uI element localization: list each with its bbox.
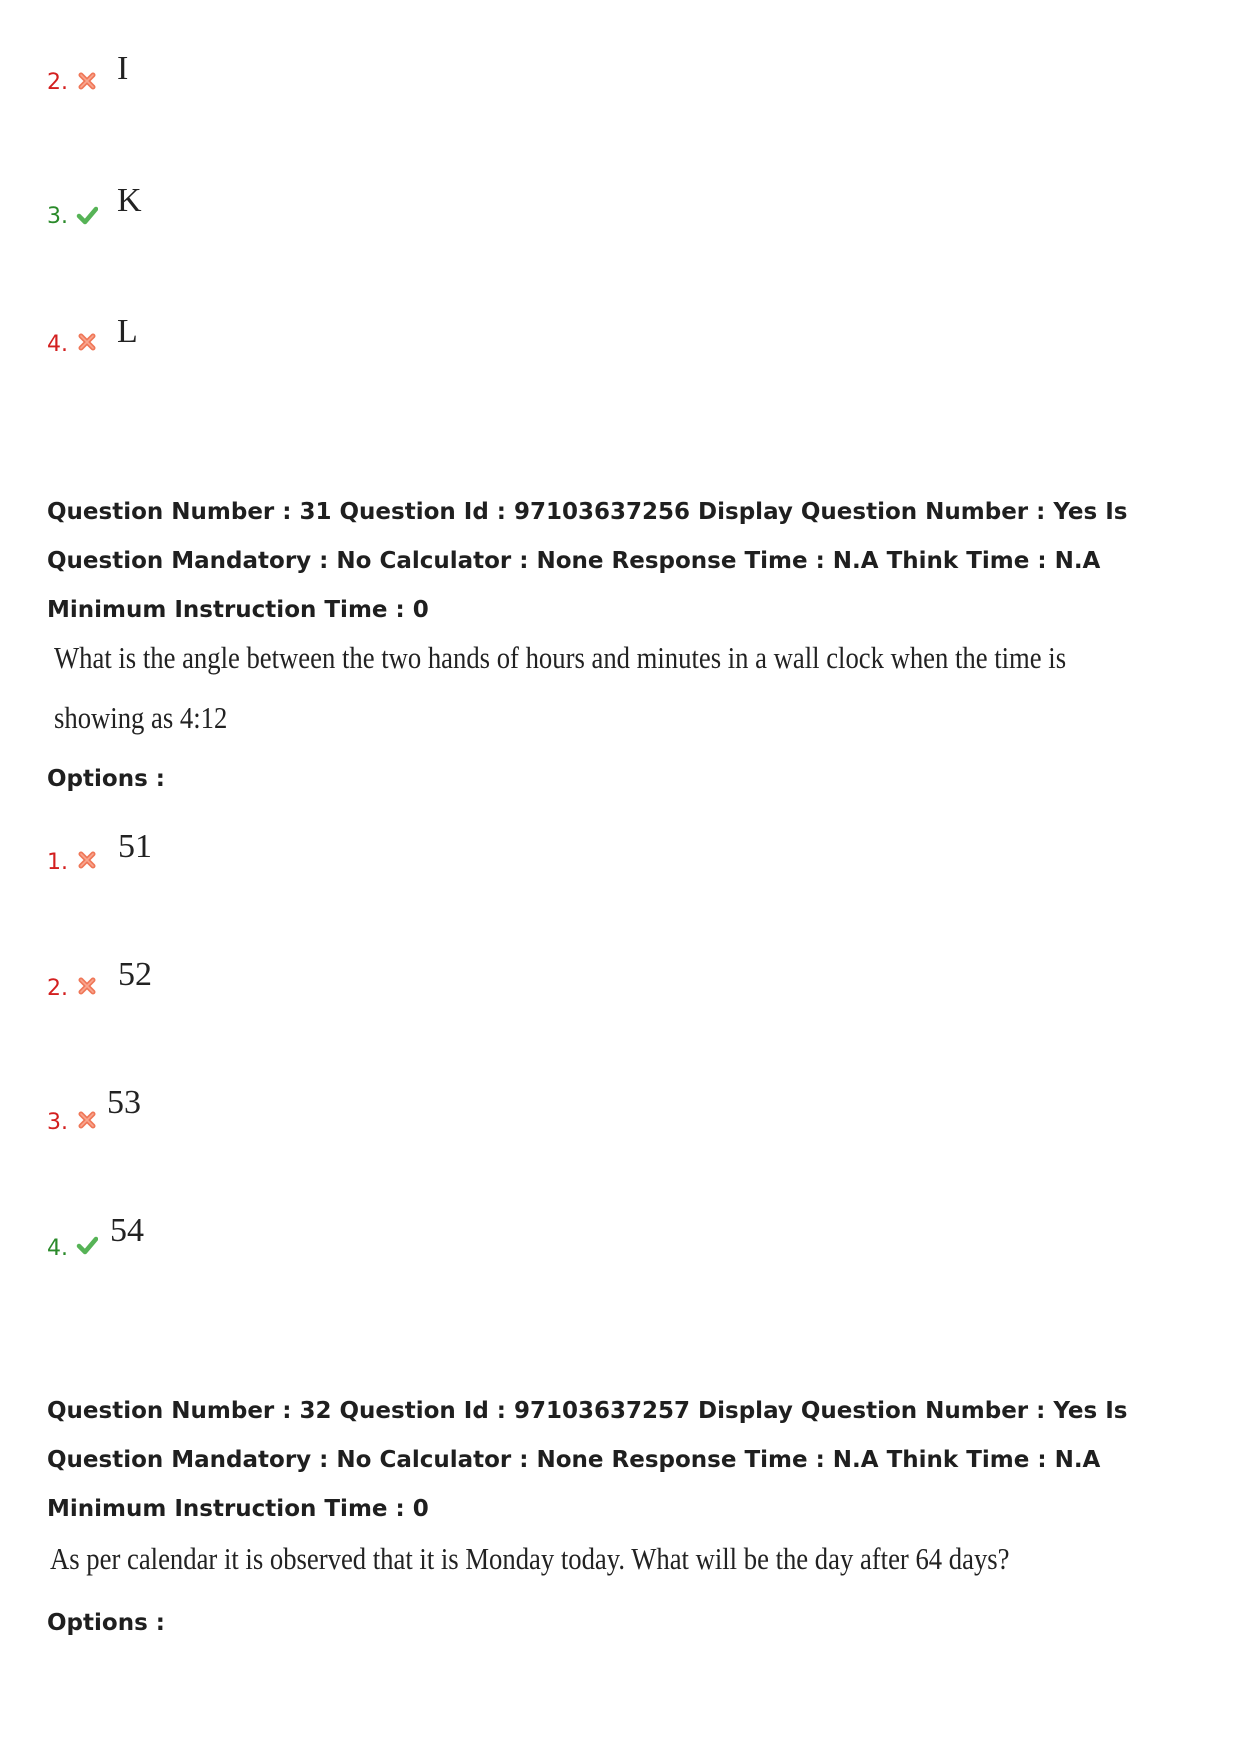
check-icon (76, 204, 98, 226)
cross-icon (76, 975, 98, 997)
option-value: L (117, 313, 138, 350)
option-value: 53 (107, 1084, 141, 1121)
check-icon (76, 1234, 98, 1256)
option-number: 2. (47, 976, 68, 1001)
option-number: 3. (47, 204, 68, 229)
option-value: 54 (110, 1212, 144, 1249)
cross-icon (76, 849, 98, 871)
option-number: 1. (47, 850, 68, 875)
option-number: 4. (47, 332, 68, 357)
question-31-options-label: Options : (47, 766, 165, 792)
option-number: 3. (47, 1110, 68, 1135)
option-value: I (117, 50, 129, 87)
question-32-header: Question Number : 32 Question Id : 97103637257 Display Question Number : Yes Is Question Mandatory : No Calculator : None Response Time : N.A Think Time : N.A Minimum Instruction Time : 0 (47, 1398, 1128, 1522)
cross-icon (76, 70, 98, 92)
option-number: 4. (47, 1236, 68, 1261)
question-31-text-line2: showing as 4:12 (54, 700, 228, 735)
option-value: K (117, 182, 142, 219)
question-31-header: Question Number : 31 Question Id : 97103637256 Display Question Number : Yes Is Question Mandatory : No Calculator : None Response Time : N.A Think Time : N.A Minimum Instruction Time : 0 (47, 499, 1128, 623)
question-31-text-line1: What is the angle between the two hands of hours and minutes in a wall clock when the time is (54, 640, 1067, 675)
cross-icon (76, 331, 98, 353)
option-value: 51 (118, 828, 152, 865)
question-32-text-line1: As per calendar it is observed that it is Monday today. What will be the day after 64 days? (50, 1541, 1010, 1576)
option-number: 2. (47, 70, 68, 95)
question-32-options-label: Options : (47, 1610, 165, 1636)
cross-icon (76, 1109, 98, 1131)
option-value: 52 (118, 956, 152, 993)
